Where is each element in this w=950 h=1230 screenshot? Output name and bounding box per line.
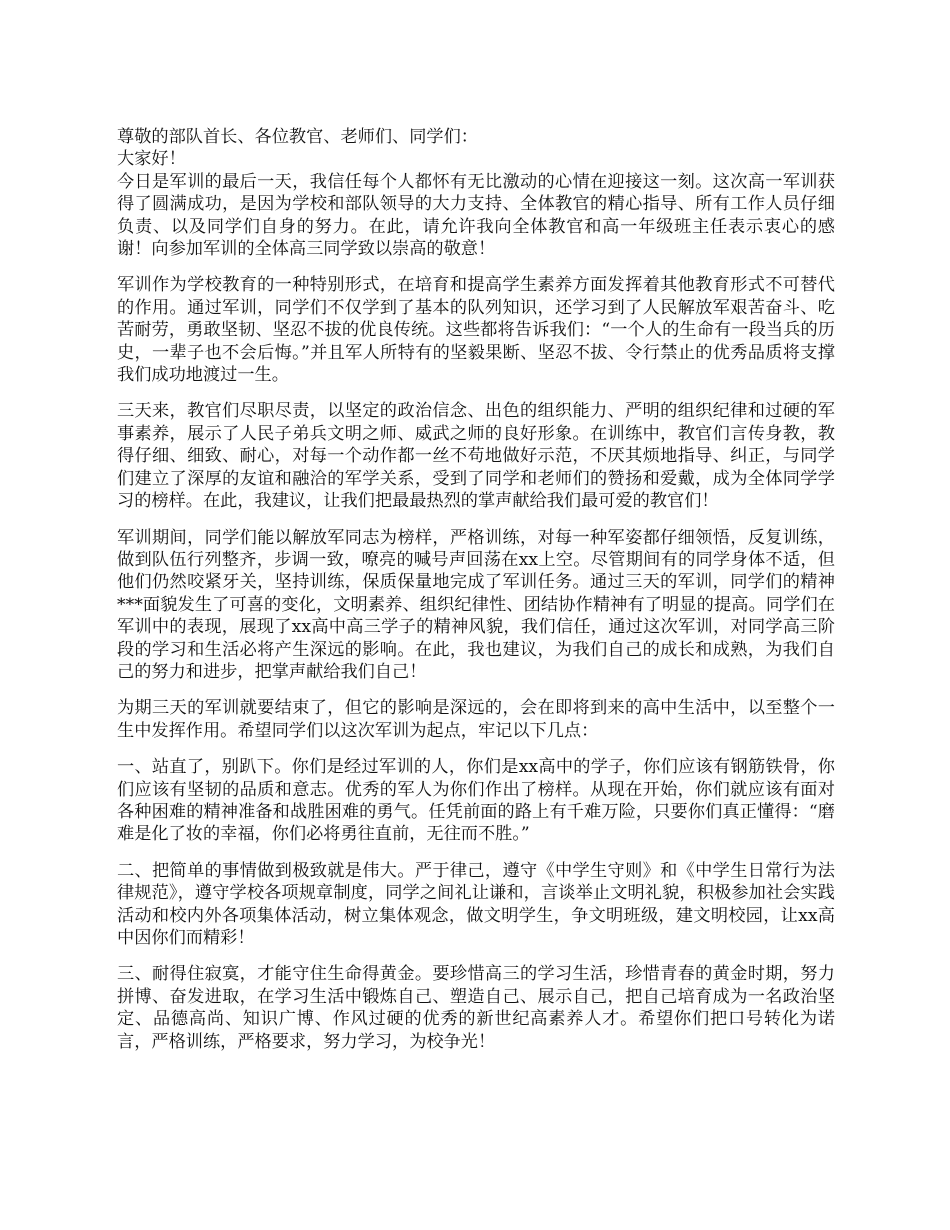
document-body bbox=[117, 126, 835, 1067]
paragraph-military-training-value: 军训作为学校教育的一种特别形式，在培育和提高学生素养方面发挥着其他教育形式不可替代的作用。通过军训，同学们不仅学到了基本的队列知识，还学习到了人民解放军艰苦奋斗、吃苦耐劳，勇敢坚韧、坚忍不拔的优良传统。这些都将告诉我们：“一个人的生命有一段当兵的历史，一辈子也不会后悔。”并且军人所特有的坚毅果断、坚忍不拔、令行禁止的优秀品质将支撑我们成功地渡过一生。 bbox=[117, 275, 835, 386]
paragraph-hopes-intro: 为期三天的军训就要结束了，但它的影响是深远的，会在即将到来的高中生活中，以至整个一生中发挥作用。希望同学们以这次军训为起点，牢记以下几点： bbox=[117, 698, 835, 741]
paragraph-point-three: 三、耐得住寂寞，才能守住生命得黄金。要珍惜高三的学习生活，珍惜青春的黄金时期，努力拼博、奋发进取，在学习生活中锻炼自己、塑造自己、展示自己，把自己培育成为一名政治坚定、品德高尚、知识广博、作风过硬的优秀的新世纪高素养人才。希望你们把口号转化为诺言，严格训练，严格要求，努力学习，为校争光！ bbox=[117, 964, 835, 1052]
paragraph-point-two: 二、把简单的事情做到极致就是伟大。严于律己，遵守《中学生守则》和《中学生日常行为法律规范》，遵守学校各项规章制度，同学之间礼让谦和，言谈举止文明礼貌，积极参加社会实践活动和校内外各项集体活动，树立集体观念，做文明学生，争文明班级，建文明校园，让xx高中因你们而精彩！ bbox=[117, 860, 835, 948]
paragraph-opening: 今日是军训的最后一天，我信任每个人都怀有无比激动的心情在迎接这一刻。这次高一军训获得了圆满成功，是因为学校和部队领导的大力支持、全体教官的精心指导、所有工作人员仔细负责、以及同学们自身的努力。在此，请允许我向全体教官和高一年级班主任表示衷心的感谢！向参加军训的全体高三同学致以崇高的敬意！ bbox=[117, 171, 835, 260]
paragraph-point-one: 一、站直了，别趴下。你们是经过军训的人，你们是xx高中的学子，你们应该有钢筋铁骨，你们应该有坚韧的品质和意志。优秀的军人为你们作出了榜样。从现在开始，你们就应该有面对各种困难的精神准备和战胜困难的勇气。任凭前面的路上有千难万险，只要你们真正懂得：“磨难是化了妆的幸福，你们必将勇往直前，无往而不胜。” bbox=[117, 757, 835, 845]
paragraph-instructors: 三天来，教官们尽职尽责，以坚定的政治信念、出色的组织能力、严明的组织纪律和过硬的军事素养，展示了人民子弟兵文明之师、威武之师的良好形象。在训练中，教官们言传身教，教得仔细、细致、耐心，对每一个动作都一丝不苟地做好示范，不厌其烦地指导、纠正，与同学们建立了深厚的友谊和融洽的军学关系，受到了同学和老师们的赞扬和爱戴，成为全体同学学习的榜样。在此，我建议，让我们把最最热烈的掌声献给我们最可爱的教官们！ bbox=[117, 401, 835, 512]
greeting: 大家好！ bbox=[117, 149, 186, 170]
salutation: 尊敬的部队首长、各位教官、老师们、同学们： bbox=[117, 127, 478, 147]
paragraph-students: 军训期间，同学们能以解放军同志为榜样，严格训练，对每一种军姿都仔细领悟，反复训练，做到队伍行列整齐，步调一致，嘹亮的喊号声回荡在xx上空。尽管期间有的同学身体不适，但他们仍然咬紧牙关，坚持训练，保质保量地完成了军训任务。通过三天的军训，同学们的精神***面貌发生了可喜的变化，文明素养、组织纪律性、团结协作精神有了明显的提高。同学们在军训中的表现，展现了xx高中高三学子的精神风貌，我们信任，通过这次军训，对同学高三阶段的学习和生活必将产生深远的影响。在此，我也建议，为我们自己的成长和成熟，为我们自己的努力和进步，把掌声献给我们自己！ bbox=[117, 527, 835, 682]
